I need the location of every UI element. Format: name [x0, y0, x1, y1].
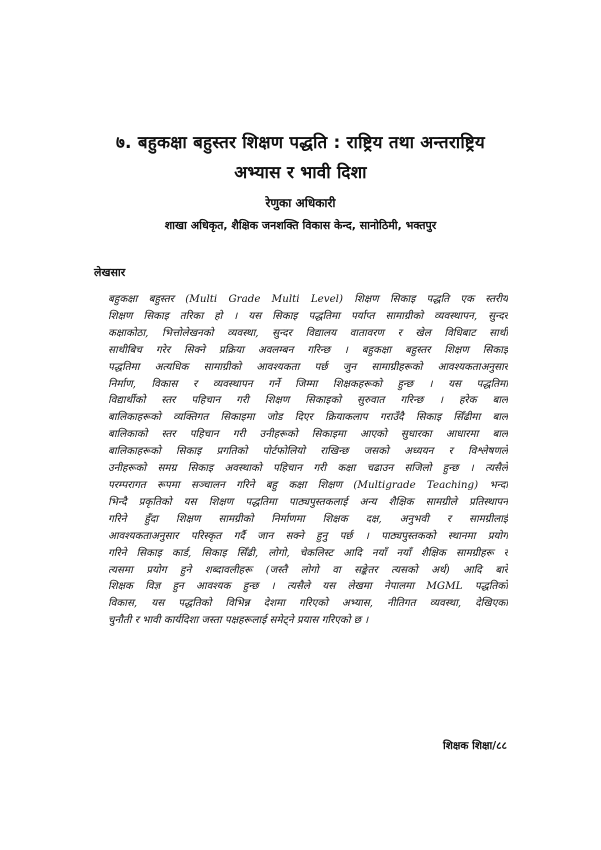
abstract-line: त्यसमा प्रयोग हुने शब्दावलीहरू (जस्तै लोगो वा सङ्केतर त्यसको अर्थ) आदि बारे — [108, 563, 508, 576]
author-affiliation: शाखा अधिकृत, शैक्षिक जनशक्ति विकास केन्द, सानोठिमी, भक्तपुर — [164, 219, 437, 232]
article-title — [60, 128, 541, 188]
abstract-line: विकास, यस पद्धतिको विभिन्न देशमा गरिएको अभ्यास, नीतिगत व्यवस्था, देखिएका — [108, 597, 508, 610]
abstract-line: शिक्षक विज्ञ हुन आवश्यक हुन्छ । त्यसैले यस लेखमा नेपालमा MGML पद्धतिको — [108, 580, 508, 593]
abstract-line: बालिकाको स्तर पहिचान गरी उनीहरूको सिकाइमा आएको सुधारका आधारमा बाल — [108, 428, 508, 441]
author-name: रेणुका अधिकारी — [265, 196, 336, 210]
abstract-line: परम्परागत रूपमा सञ्चालन गरिने बहु कक्षा शिक्षण (Multigrade Teaching) भन्दा — [108, 478, 508, 491]
abstract-line: गरिने सिकाइ कार्ड, सिकाइ सिँढी, लोगो, चेकलिस्ट आदि नयाँ नयाँ शैक्षिक सामग्रीहरू र — [108, 546, 508, 559]
abstract-line: बहुकक्षा बहुस्तर (Multi Grade Multi Level) शिक्षण सिकाइ पद्धति एक स्तरीय — [108, 293, 508, 305]
abstract-line: पद्धतिमा अत्यधिक सामाग्रीको आवश्यकता पर्छ जुन सामाग्रीहरूको आवश्यकताअनुसार — [108, 360, 508, 373]
abstract-body — [108, 291, 508, 629]
abstract-line: विद्यार्थीको स्तर पहिचान गरी शिक्षण सिकाइको सुरुवात गरिन्छ । हरेक बाल — [108, 394, 508, 407]
abstract-heading: लेखसार — [94, 266, 126, 279]
abstract-line: कक्षाकोठा, भित्तोलेखनको व्यवस्था, सुन्दर विद्यालय वातावरण र खेल विधिबाट साथी — [108, 326, 508, 339]
abstract-line: चुनौती र भावी कार्यदिशा जस्ता पक्षहरूलाई समेट्ने प्रयास गरिएको छ । — [108, 614, 369, 627]
abstract-line: गरिने हुँदा शिक्षण सामग्रीको निर्माणमा शिक्षक दक्ष, अनुभवी र सामग्रीलाई — [108, 512, 508, 525]
abstract-line: निर्माण, विकास र व्यवस्थापन गर्ने जिम्मा शिक्षकहरूको हुन्छ । यस पद्धतिमा — [108, 377, 508, 390]
abstract-line: बालिकाहरूको व्यक्तिगत सिकाइमा जोड दिएर क्रियाकलाप गराउँदै सिकाइ सिँढीमा बाल — [108, 411, 508, 424]
abstract-line: बालिकाहरूको सिकाइ प्रगतिको पोर्टफोलियो राखिन्छ जसको अध्ययन र विश्लेषणले — [108, 445, 508, 458]
page-footer: शिक्षक शिक्षा/८८ — [443, 740, 507, 752]
abstract-line: साथीबिच गरेर सिक्ने प्रक्रिया अवलम्बन गरिन्छ । बहुकक्षा बहुस्तर शिक्षण सिकाइ — [108, 343, 508, 356]
abstract-line: शिक्षण सिकाइ तरिका हो । यस सिकाइ पद्धतिमा पर्याप्त सामाग्रीको व्यवस्थापन, सुन्दर — [108, 309, 508, 322]
abstract-line: भिन्दै प्रकृतिको यस शिक्षण पद्धतिमा पाठ्यपुस्तकलाई अन्य शैक्षिक सामग्रीले प्रतिस्थापन — [108, 495, 508, 508]
title-line-2: अभ्यास र भावी दिशा — [234, 163, 367, 183]
abstract-line: आवश्यकताअनुसार परिस्कृत गर्दै जान सक्ने हुनु पर्छ । पाठ्यपुस्तकको स्थानमा प्रयोग — [108, 529, 508, 542]
title-line-1: ७. बहुकक्षा बहुस्तर शिक्षण पद्धति : राष्ट्रिय तथा अन्तराष्ट्रिय — [116, 133, 485, 153]
abstract-line: उनीहरूको समग्र सिकाइ अवस्थाको पहिचान गरी कक्षा चढाउन सजिलो हुन्छ । त्यसैले — [108, 462, 508, 475]
